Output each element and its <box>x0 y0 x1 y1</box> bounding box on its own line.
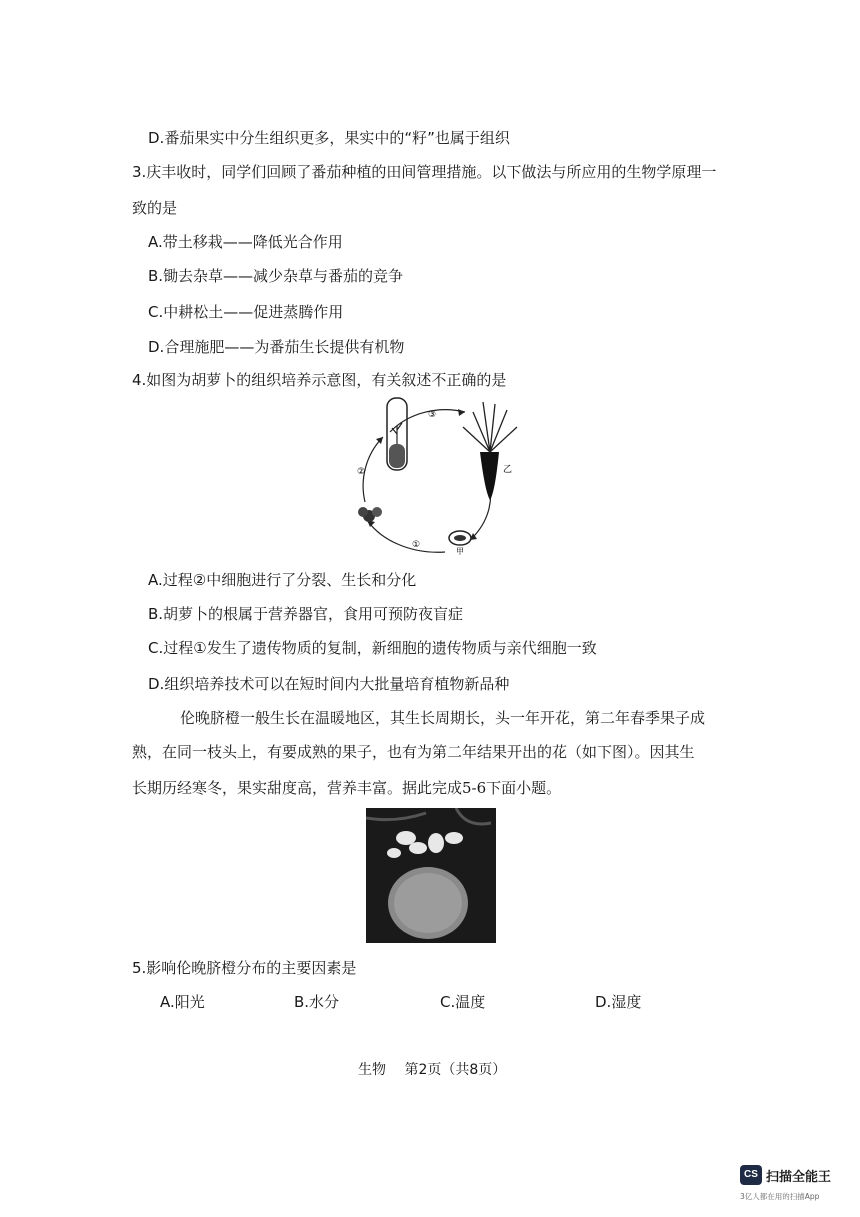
passage-line2: 熟，在同一枝头上，有要成熟的果子，也有为第二年结果开出的花（如下图）。因其生 <box>132 743 695 761</box>
diagram-label-step3: ③ <box>428 410 437 420</box>
q3-option-c: C.中耕松土——促进蒸腾作用 <box>148 303 344 321</box>
q4-option-d: D.组织培养技术可以在短时间内大批量培育植物新品种 <box>148 675 510 693</box>
q3-option-b: B.锄去杂草——减少杂草与番茄的竞争 <box>148 267 404 285</box>
camscanner-logo-icon: CS <box>740 1165 762 1185</box>
diagram-label-jia: 甲 <box>456 547 464 556</box>
watermark-app-name: 扫描全能王 <box>766 1170 832 1185</box>
footer-page: 第2页（共8页） <box>404 1062 507 1078</box>
q4-stem: 4.如图为胡萝卜的组织培养示意图，有关叙述不正确的是 <box>132 371 507 389</box>
scanner-watermark <box>740 1165 850 1205</box>
watermark-tagline: 3亿人都在用的扫描App <box>740 1192 820 1201</box>
tissue-culture-diagram <box>345 392 535 564</box>
q2-option-d: D.番茄果实中分生组织更多，果实中的“籽”也属于组织 <box>148 129 510 147</box>
q4-option-c: C.过程①发生了遗传物质的复制，新细胞的遗传物质与亲代细胞一致 <box>148 639 597 657</box>
q3-stem-line2: 致的是 <box>132 199 178 217</box>
q4-option-b: B.胡萝卜的根属于营养器官，食用可预防夜盲症 <box>148 605 464 623</box>
diagram-label-step1: ① <box>412 540 421 550</box>
passage-line3: 长期历经寒冬，果实甜度高，营养丰富。据此完成5-6下面小题。 <box>132 779 562 797</box>
page-footer <box>358 1059 520 1079</box>
q5-option-b: B.水分 <box>294 993 340 1011</box>
q4-option-a: A.过程②中细胞进行了分裂、生长和分化 <box>148 571 417 589</box>
q3-option-a: A.带土移栽——降低光合作用 <box>148 233 343 251</box>
carrot-root <box>480 452 499 500</box>
q5-stem: 5.影响伦晚脐橙分布的主要因素是 <box>132 959 357 977</box>
passage-line1: 伦晚脐橙一般生长在温暖地区，其生长周期长，头一年开花，第二年春季果子成 <box>180 709 706 727</box>
q5-option-c: C.温度 <box>440 993 486 1011</box>
diagram-label-yi: 乙 <box>503 465 513 475</box>
q3-stem-line1: 3.庆丰收时，同学们回顾了番茄种植的田间管理措施。以下做法与所应用的生物学原理一 <box>132 163 717 181</box>
q3-option-d: D.合理施肥——为番茄生长提供有机物 <box>148 338 405 356</box>
orange-photo <box>366 808 496 943</box>
diagram-label-step2: ② <box>357 467 366 477</box>
footer-subject: 生物 <box>358 1062 386 1078</box>
q5-option-d: D.湿度 <box>595 993 642 1011</box>
q5-option-a: A.阳光 <box>160 993 205 1011</box>
